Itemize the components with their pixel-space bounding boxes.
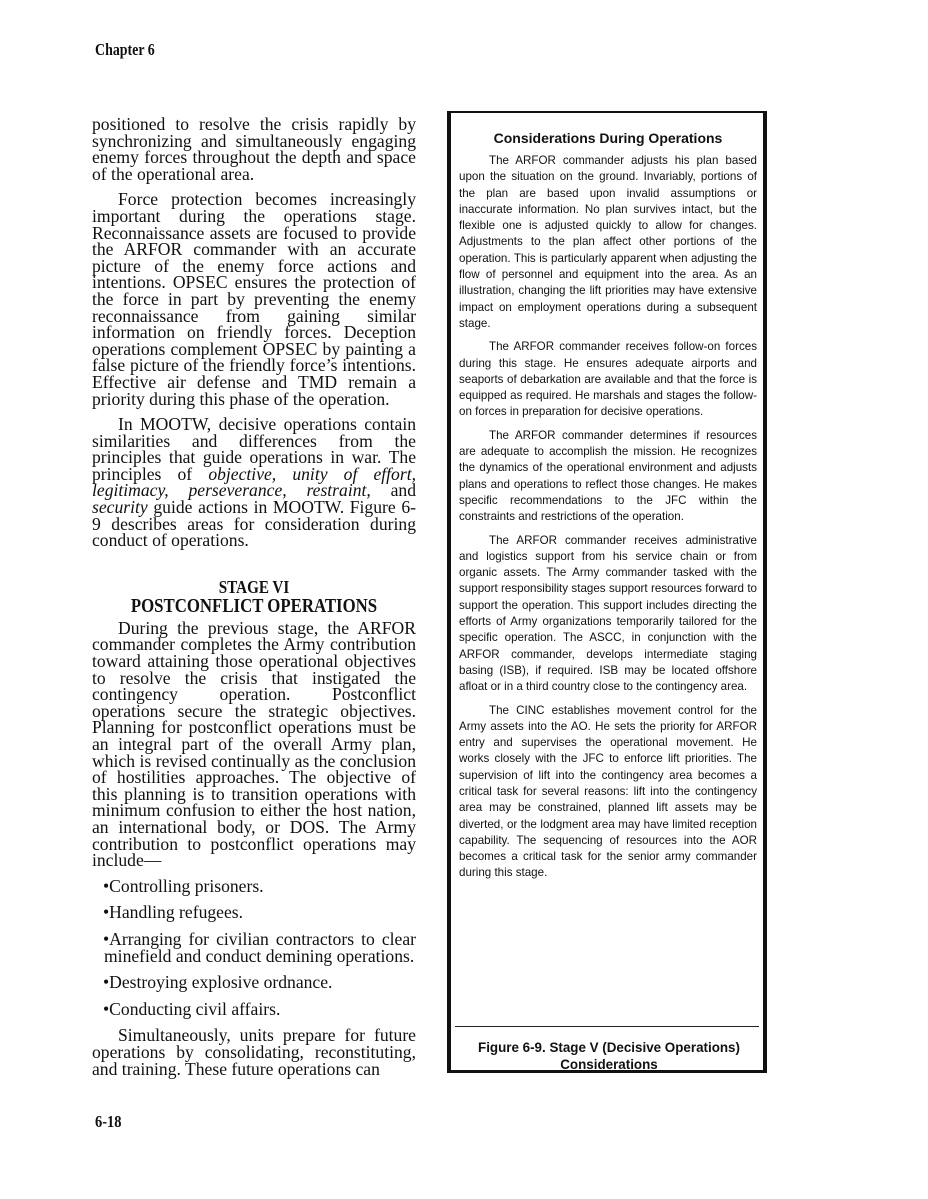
list-item: •Controlling prisoners. (103, 875, 264, 896)
stage-title: POSTCONFLICT OPERATIONS (130, 594, 378, 617)
chapter-header: Chapter 6 (95, 40, 155, 59)
figure-paragraph: The CINC establishes movement control for the Army assets into the AO. He sets the priority for ARFOR entry and supervises the operational movement. He works closely with the JFC to enforce lift priorities. The supervision of lift into the contingency area becomes a critical task for several reasons: lift into the contingency area may be constrained, planned lift assets may be diverted, or the lodgment area may have limited reception capability. The sequencing of resources into the AOR becomes a critical task for the senior army commander during this stage. (459, 703, 757, 880)
text-run: guide actions in MOOTW. Figure 6-9 describes areas for consideration during conduct of operations. (92, 497, 416, 551)
list-item: •Conducting civil affairs. (103, 998, 281, 1019)
page-number: 6-18 (95, 1112, 122, 1131)
paragraph: Simultaneously, units prepare for future operations by consolidating, reconstituting, and training. These future operations can (92, 1025, 416, 1079)
list-item: •Handling refugees. (103, 902, 244, 923)
figure-box (447, 111, 767, 1073)
text-run: In MOOTW, decisive operations contain similarities and differences from the principles that guide operations in war. The principles of (92, 414, 416, 484)
italic-text-run: objective, unity of effort, legitimacy, perseverance, restraint, (92, 463, 416, 501)
figure-content (459, 129, 757, 889)
bullet-list (92, 875, 416, 1019)
paragraph: During the previous stage, the ARFOR commander completes the Army contribution toward attaining those operational objectives to resolve the crisis that instigated the contingency operation. Postconflict operations secure the strategic objectives. Planning for postconflict operations must be an integral part of the overall Army plan, which is revised continually as the conclusion of hostilities approaches. The objective of this planning is to transition operations with minimum confusion to either the host nation, an international body, or DOS. The Army contribution to postconflict operations may include— (92, 617, 416, 871)
figure-paragraph: The ARFOR commander determines if resources are adequate to accomplish the mission. He recognizes the dynamics of the operational environment and adjusts plans and operations to reflect those changes. He makes specific recommendations to the JFC within the constraints and restrictions of the operation. (459, 428, 757, 524)
text-run: and (370, 480, 416, 501)
italic-text-run: security (92, 497, 148, 518)
paragraph (92, 416, 416, 549)
figure-paragraph: The ARFOR commander receives follow-on forces during this stage. He ensures adequate airports and seaports of debarkation are available and that the force is equipped as required. He marshals and stages the follow-on forces in preparation for decisive operations. (459, 340, 757, 419)
figure-paragraph: The ARFOR commander receives administrative and logistics support from his service chain or from organic assets. The Army commander tasked with the support responsibility stages support resources forward to support the operation. This support includes directing the efforts of Army organizations temporarily tailored for the specific operation. The ASCC, in conjunction with the ARFOR commander, develops intermediate staging basing (ISB), if required. ISB may be located offshore afloat or in a third country close to the contingency area. (459, 533, 757, 694)
paragraph: positioned to resolve the crisis rapidly by synchronizing and simultaneously engaging enemy forces throughout the depth and space of the operational area. (92, 114, 416, 184)
paragraph: Force protection becomes increasingly important during the operations stage. Reconnaissance assets are focused to provide the ARFOR commander with an accurate picture of the enemy force actions and intentions. OPSEC ensures the protection of the force in part by preventing the enemy reconnaissance from gaining similar information on friendly forces. Deception operations complement OPSEC by painting a false picture of the friendly force’s intentions. Effective air defense and TMD remain a priority during this phase of the operation. (92, 189, 416, 409)
list-item: •Arranging for civilian contractors to clear minefield and conduct demining operations. (103, 928, 416, 966)
main-text-column (92, 116, 416, 1086)
figure-divider (455, 1026, 759, 1027)
figure-title: Considerations During Operations (493, 130, 723, 146)
stage-label: STAGE VI (218, 576, 290, 597)
figure-paragraph: The ARFOR commander adjusts his plan based upon the situation on the ground. Invariably, portions of the plan are based upon invalid assumptions or inaccurate information. No plan survives intact, but the flexible one is adjusted quickly to allow for changes. Adjustments to the plan affect other portions of the operation. This is particularly apparent when adjusting the flow of personnel and equipment into the area. As an illustration, changing the lift priorities may have extensive impact on employment operations during a subsequent stage. (459, 154, 757, 330)
list-item: •Destroying explosive ordnance. (103, 972, 333, 993)
figure-caption: Figure 6-9. Stage V (Decisive Operations) Considerations (478, 1040, 740, 1072)
section-heading (118, 578, 390, 616)
